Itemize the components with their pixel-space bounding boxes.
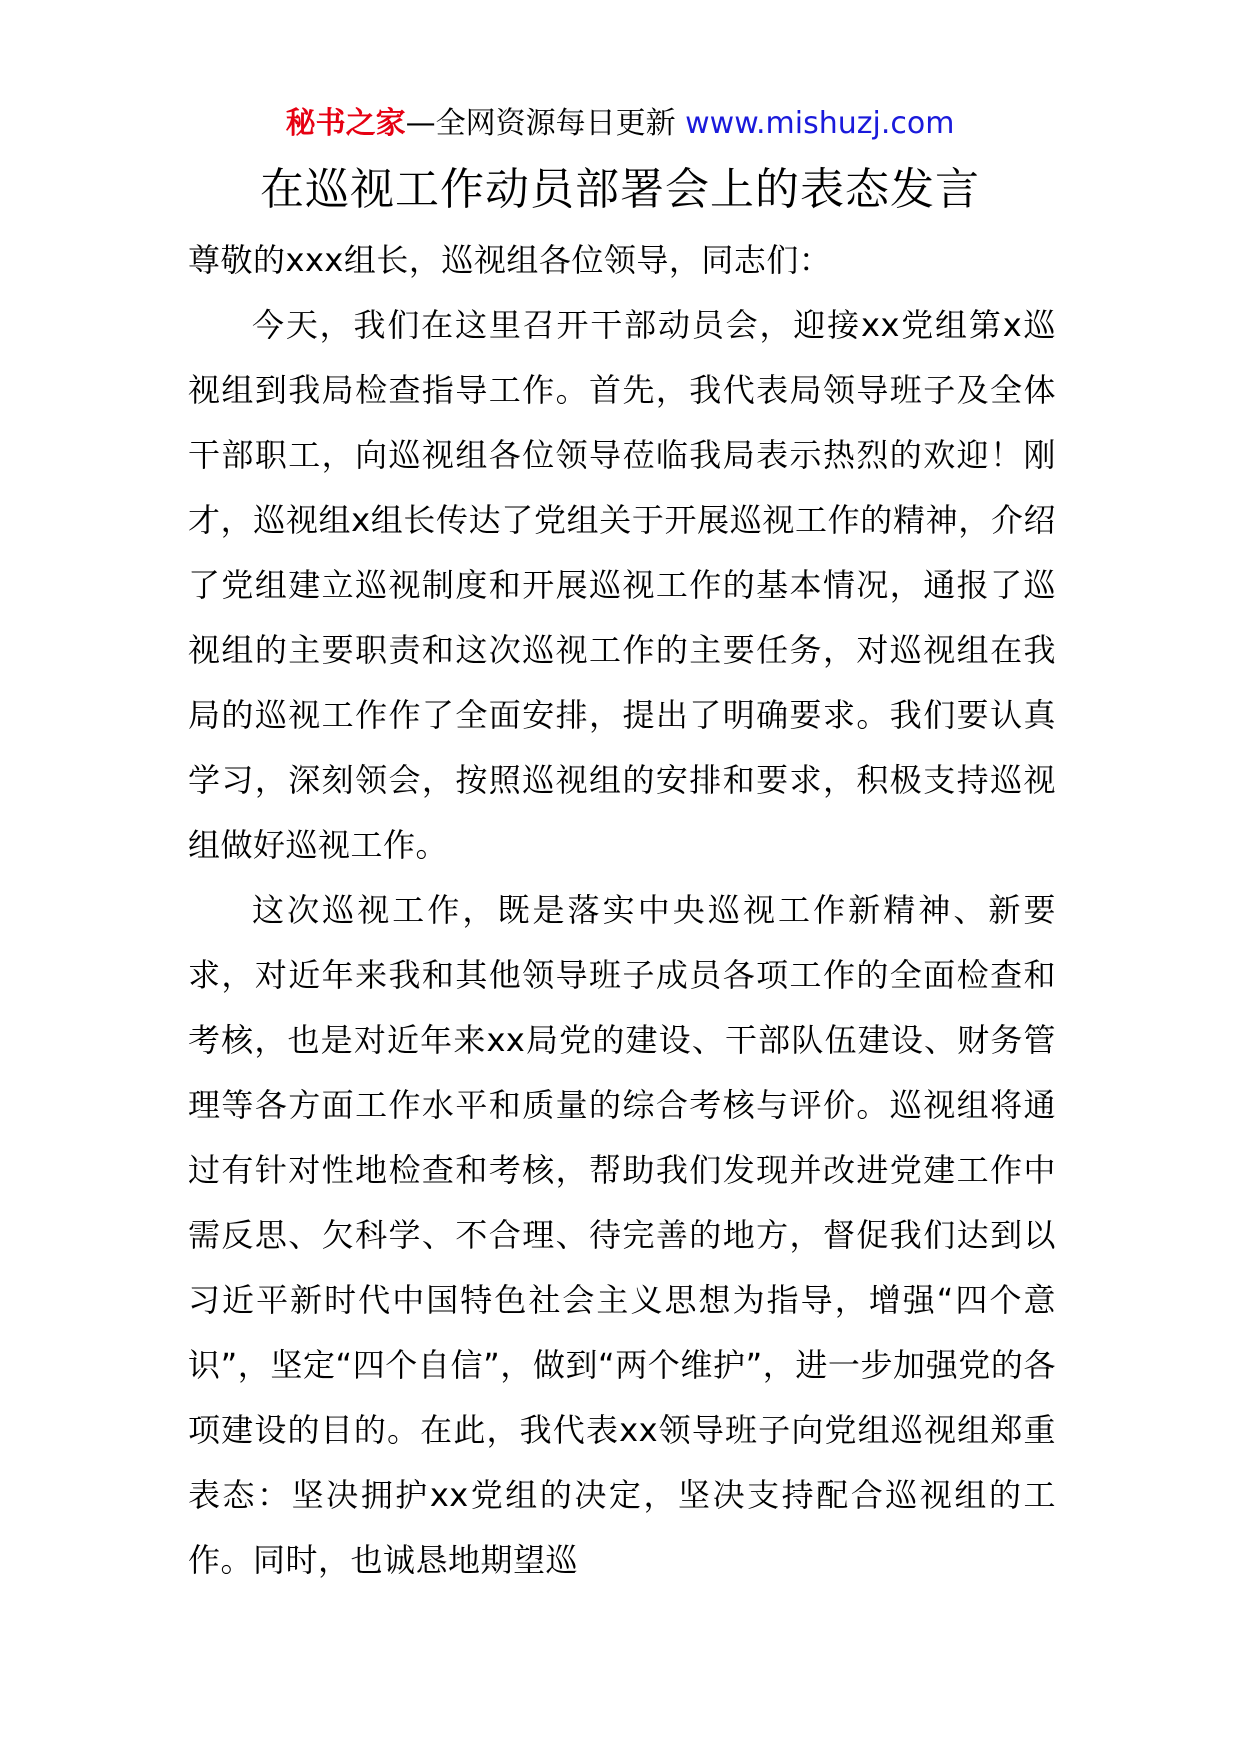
paragraph-2: 这次巡视工作，既是落实中央巡视工作新精神、新要求，对近年来我和其他领导班子成员各项工作的全面检查和考核，也是对近年来xx局党的建设、干部队伍建设、财务管理等各方面工作水平和质量的综合考核与评价。巡视组将通过有针对性地检查和考核，帮助我们发现并改进党建工作中需反思、欠科学、不合理、待完善的地方，督促我们达到以习近平新时代中国特色社会主义思想为指导，增强“四个意识”，坚定“四个自信”，做到“两个维护”，进一步加强党的各项建设的目的。在此，我代表xx领导班子向党组巡视组郑重表态：坚决拥护xx党组的决定，坚决支持配合巡视组的工作。同时，也诚恳地期望巡	[188, 891, 1056, 1579]
site-url-link[interactable]: www.mishuzj.com	[685, 106, 955, 141]
site-slogan: —全网资源每日更新	[405, 106, 676, 141]
site-header	[0, 102, 1240, 146]
paragraph-1: 今天，我们在这里召开干部动员会，迎接xx党组第x巡视组到我局检查指导工作。首先，我代表局领导班子及全体干部职工，向巡视组各位领导莅临我局表示热烈的欢迎！刚才，巡视组x组长传达了党组关于开展巡视工作的精神，介绍了党组建立巡视制度和开展巡视工作的基本情况，通报了巡视组的主要职责和这次巡视工作的主要任务，对巡视组在我局的巡视工作作了全面安排，提出了明确要求。我们要认真学习，深刻领会，按照巡视组的安排和要求，积极支持巡视组做好巡视工作。	[188, 306, 1056, 864]
document-body	[188, 228, 1056, 1593]
document-title: 在巡视工作动员部署会上的表态发言	[260, 164, 980, 215]
site-brand: 秘书之家	[285, 106, 406, 141]
salutation: 尊敬的xxx组长，巡视组各位领导，同志们：	[188, 241, 832, 279]
